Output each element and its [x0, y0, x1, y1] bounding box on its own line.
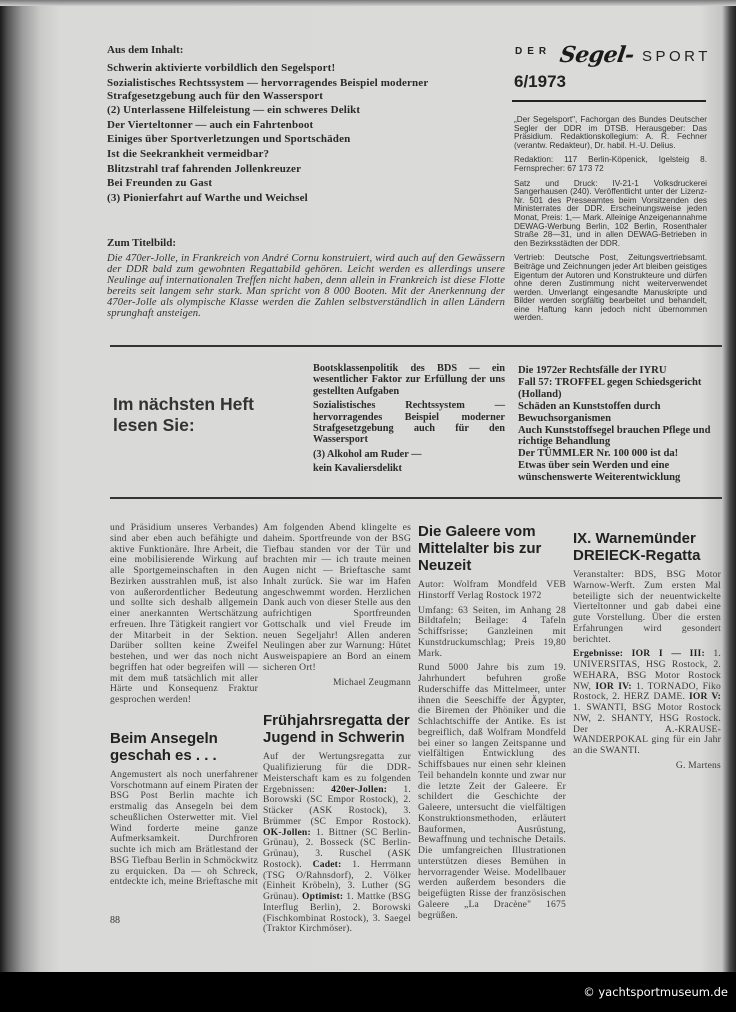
masthead-divider	[512, 100, 706, 102]
contents-label: Aus dem Inhalt:	[107, 44, 184, 56]
article-title-ansegeln: Beim Ansegeln geschah es . . .	[110, 729, 218, 764]
imprint-printing: Satz und Druck: IV-21-1 Volksdruckerei Sangerhausen (240). Veröffentlicht unter der Lizenz-Nr. 501 des Presseamtes beim Vorsitzenden des Ministerrates der DDR. Erscheinungsweise jeden Monat, Preis: 1,— Mark. Alleinige Anzeigenannahme DEWAG-Werbung Berlin, 102 Berlin, Rosenthaler Straße 28—31, und in allen DEWAG-Betrieben in den Bezirksstädten der DDR.	[514, 178, 707, 248]
imprint	[514, 116, 707, 329]
article-warnemuende-results	[573, 649, 721, 757]
next-issue-item: Die 1972er Rechtsfälle der IYRU	[518, 365, 667, 376]
cover-caption-label: Zum Titelbild:	[107, 237, 176, 249]
text: Auf der Wertungsregatta zur Qualifizierung für die DDR-Meisterschaft kam es zu folgenden Ergebnissen:	[263, 751, 411, 795]
text: 1. Herrmann (TSG O/Rahnsdorf), 2. Völker (Einheit Kröbeln), 3. Luther (SG Grünau).	[263, 858, 411, 902]
page-number: 88	[110, 915, 120, 926]
section-divider-bottom	[110, 497, 722, 499]
contents-item: Ist die Seekrankheit vermeidbar?	[107, 147, 270, 160]
next-issue-item: Etwas über sein Werden und eine wünschenswerte Weiterentwicklung	[518, 460, 681, 484]
article-galeere-text: Rund 5000 Jahre bis zum 19. Jahrhundert befuhren große Ruderschiffe das Mittelmeer, unter ihnen die Seeschiffe der Ägypter, die Biremen der Phöniker und die Schlachtschiffe der Antike. Es ist begreiflich, daß Wolfram Mondfeld bei einer so langen Zeitspanne und vielfältigen Entwicklung des Schiffsbaues nur einen sehr kleinen Teil behandeln konnte und zwar nur die letzte Zeit der Galeere. Er schildert die Geschichte der Galeere, untersucht die vielfältigen Konstruktionsmethoden, erläutert Bauformen, Ausrüstung, Bewaffnung und technische Details. Die umfangreichen Illustrationen unterstützen dieses Bemühen in hervorragender Weise. Modellbauer werden außerdem besonders die beigefügten Risse der französischen Galeere „La Dracène" 1675 begrüßen.	[418, 662, 566, 921]
next-issue-item: Sozialistisches Rechtssystem — hervorragendes Beispiel moderner Strafgesetzgebung auch für den Wassersport	[313, 400, 505, 446]
issue-number: 6/1973	[514, 72, 566, 91]
class-label: IOR V:	[688, 691, 721, 703]
next-issue-list-right	[518, 365, 712, 484]
class-label: Ergebnisse: IOR I — III:	[573, 648, 705, 660]
article-title-warnemuende: IX. Warnemünder DREIECK-Regatta	[573, 530, 701, 564]
text: 1. TORNADO, Fiko Rostock, 2. HERZ DAME.	[573, 680, 721, 703]
article-ansegeln-p2: Am folgenden Abend klingelte es daheim. Sportfreunde von der BSG Tiefbau standen vor der Tür und brachten mir — ich traute meinen Augen nicht — Brieftasche samt Inhalt zurück. Sie war im Hafen angeschwemmt worden. Herzlichen Dank auch von dieser Stelle aus den aufrichtigen Sportfreunden Gottschalk und viel Freude im neuen Segeljahr! Allen anderen Neulingen aber zur Warnung: Hütet Ausweispapiere an Bord an einem sicheren Ort!	[263, 522, 411, 673]
next-issue-item: Schäden an Kunststoffen durch Bewuchsorganismen	[518, 400, 661, 424]
imprint-editorial: Redaktion: 117 Berlin-Köpenick, Igelsteig 8. Fernsprecher: 67 173 72	[514, 155, 707, 173]
column-2	[263, 523, 411, 939]
page-top-edge	[0, 0, 736, 6]
column-1	[110, 523, 258, 892]
text: 1. Borowski (SC Empor Rostock), 2. Stäcker (ASK Rostock), 3. Brümmer (SC Empor Rostock).	[263, 783, 411, 827]
next-issue-item: (3) Alkohol am Ruder —	[313, 448, 422, 460]
masthead-sport: SPORT	[642, 48, 711, 65]
cover-caption-text: Die 470er-Jolle, in Frankreich von André Cornu konstruiert, wird auch auf den Gewässern der DDR bald zum gewohnten Regattabild gehören. Leicht werden es allerdings unsere Neulinge auf internationalen Treffen nicht haben, denn allein in Frankreich ist diese Flotte bereits seit langem sehr stark. Man spricht von 8 000 Booten. Mit der Anerkennung der 470er-Jolle als olympische Klasse werden die Zahlen selbstverständlich in allen Ländern sprunghaft ansteigen.	[107, 253, 505, 319]
contents-item: Schwerin aktivierte vorbildlich den Segelsport!	[107, 62, 336, 74]
column-3	[418, 523, 566, 925]
masthead-der: DER	[515, 46, 552, 57]
contents-item: Sozialistisches Rechtssystem — hervorragendes Beispiel moderner Strafgesetzgebung auch für den Wassersport	[107, 76, 429, 102]
text: 1. UNIVERSITAS, HSG Rostock, 2. WEHARA, BSG Motor Rostock NW,	[573, 648, 721, 692]
text: 1. Mattke (BSG Interflug Berlin), 2. Borowski (Fischkombinat Rostock), 3. Saegel (Traktor Kirchmöser).	[263, 891, 411, 935]
article-warnemuende-p1: Veranstalter: BDS, BSG Motor Warnow-Werft. Zum ersten Mal beteiligte sich der neuentwickelte Vierteltonner und gab dabei eine gute Vorstellung. Über die ersten Erfahrungen wird gesondert berichtet.	[573, 569, 721, 645]
next-issue-item: Fall 57: TROFFEL gegen Schiedsgericht (Holland)	[518, 376, 702, 400]
contents-item: Der Vierteltonner — auch ein Fahrtenboot	[107, 118, 314, 131]
article-warnemuende-author: G. Martens	[675, 759, 721, 771]
contents-item: Bei Freunden zu Gast	[107, 177, 213, 190]
article-ansegeln-p1: Angemustert als noch unerfahrener Vorschotmann auf einem Piraten der BSG Post Berlin machte ich erstmalig das Ansegeln bei dem scheußlichen Osterwetter mit. Viel Wind forderte meine ganze Aufmerksamkeit. Durchfroren suchte ich mich am Brätlestand der BSG Tiefbau Berlin in Schmöckwitz zu erquicken. Da — oh Schreck, entdeckte ich, meine Brieftasche mit	[110, 769, 258, 888]
text: 1. Bittner (SC Berlin-Grünau), 2. Bosseck (SC Berlin-Grünau), 3. Ruschel (ASK Rostock).	[263, 826, 411, 870]
next-issue-heading-line2: lesen Sie:	[113, 415, 195, 435]
class-label: 420er-Jollen:	[331, 783, 388, 795]
class-label: Cadet:	[312, 858, 342, 870]
contents-item: (3) Pionierfahrt auf Warthe und Weichsel	[107, 191, 308, 204]
article-title-galeere: Die Galeere vom Mittelalter bis zur Neuzeit	[418, 523, 542, 574]
article-ansegeln-author: Michael Zeugmann	[332, 676, 411, 688]
text: 1. SWANTI, BSG Motor Rostock NW, 2. SHANTY, HSG Rostock. Der A.-KRAUSE-WANDERPOKAL ging für ein Jahr an die SWANTI.	[573, 702, 721, 756]
imprint-distribution: Vertrieb: Deutsche Post, Zeitungsvertriebsamt. Beiträge und Zeichnungen jeder Art bleiben geistiges Eigentum der Autoren und Konstrukteure und dürfen ohne deren Zustimmung nicht weiterverwendet werden. Unverlangt eingesandte Manuskripte und Bilder werden sorgfältig bearbeitet und behandelt, eine Haftung kann jedoch nicht übernommen werden.	[514, 253, 707, 323]
next-issue-list-left	[313, 363, 505, 475]
article-title-schwerin: Frühjahrsregatta der Jugend in Schwerin	[263, 712, 410, 747]
next-issue-item: kein Kavaliersdelikt	[313, 463, 402, 475]
contents-list	[107, 62, 507, 206]
class-label: Optimist:	[302, 891, 344, 902]
next-issue-item: Bootsklassenpolitik des BDS — ein wesentlicher Faktor zur Erfüllung der uns gestellten Aufgaben	[313, 363, 505, 397]
class-label: OK-Jollen:	[263, 826, 311, 838]
imprint-publisher: „Der Segelsport", Fachorgan des Bundes Deutscher Segler der DDR im DTSB. Herausgeber: Das Präsidium. Redaktionskollegium: A. R. Fechner (verantw. Redakteur), Dr. habil. H.-U. Delius.	[514, 115, 707, 150]
book-details: Umfang: 63 Seiten, im Anhang 28 Bildtafeln; Beilage: 4 Tafeln Schiffsrisse; Ganzleinen mit Kunstdruckumschlag; Preis 19,80 Mark.	[418, 604, 566, 659]
class-label: IOR IV:	[595, 680, 632, 692]
article-continuation: und Präsidium unseres Verbandes) sind aber eben auch befähigte und aktive Funktionäre. Ihre Arbeit, die eine mobilisierende Wirkung auf alle Sportgemeinschaften in den Bezirken ausstrahlen muß, ist also von außerordentlicher Bedeutung und sollte sich deshalb allgemein einer anerkannten Wertschätzung erfreuen. Ihre Tätigkeit rangiert vor der Mitarbeit in der Sektion. Darüber sollten keine Zweifel bestehen, und wer das noch nicht begriffen hat oder begreifen will — mit dem muß tatsächlich mit aller Härte und Konsequenz Fraktur gesprochen werden!	[110, 522, 258, 705]
section-divider-top	[110, 345, 722, 347]
next-issue-item: Der TÜMMLER Nr. 100 000 ist da!	[518, 448, 679, 460]
column-4	[573, 530, 721, 776]
book-author-publisher: Autor: Wolfram Mondfeld VEB Hinstorff Verlag Rostock 1972	[418, 579, 566, 601]
contents-item: Einiges über Sportverletzungen und Sportschäden	[107, 133, 351, 146]
watermark-copyright: © yachtsportmuseum.de	[583, 985, 728, 999]
masthead-logo-segel: Segel-	[558, 42, 636, 68]
next-issue-item: Auch Kunststoffsegel brauchen Pflege und richtige Behandlung	[518, 424, 711, 448]
next-issue-heading	[113, 394, 254, 436]
article-schwerin-results	[263, 752, 411, 935]
contents-item: Blitzstrahl traf fahrenden Jollenkreuzer	[107, 162, 302, 175]
contents-item: (2) Unterlassene Hilfeleistung — ein schweres Delikt	[107, 104, 361, 117]
next-issue-heading-line1: Im nächsten Heft	[113, 394, 254, 414]
